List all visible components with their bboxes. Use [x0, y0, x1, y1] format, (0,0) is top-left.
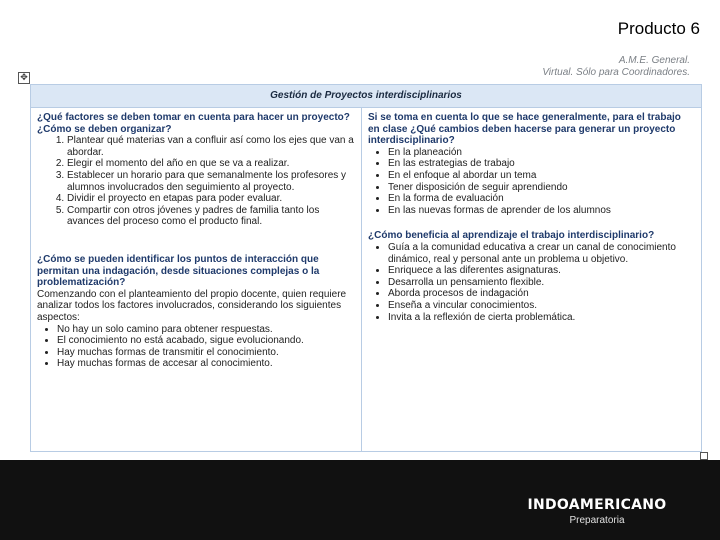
right-column	[362, 108, 701, 451]
aspects-list	[37, 324, 355, 370]
list-item: 1. Plantear qué materias van a confluir así como los ejes que van a abordar.	[67, 135, 355, 158]
resize-handle-icon[interactable]	[700, 452, 708, 460]
table-heading: Gestión de Proyectos interdisciplinarios	[31, 85, 701, 108]
subtitle-line-2: Virtual. Sólo para Coordinadores.	[542, 67, 690, 78]
subtitle-line-1: A.M.E. General.	[618, 55, 690, 66]
list-item: • Aborda procesos de indagación	[388, 288, 695, 300]
list-item: • Invita a la reflexión de cierta problemática.	[388, 312, 695, 324]
brand-subtitle: Preparatoria	[569, 515, 625, 526]
projects-table	[30, 84, 702, 452]
list-item: • En las estrategias de trabajo	[388, 158, 695, 170]
move-handle-icon[interactable]: ✥	[18, 72, 30, 84]
left-column	[31, 108, 362, 451]
changes-list	[368, 147, 695, 217]
list-item: 4. Dividir el proyecto en etapas para poder evaluar.	[67, 193, 355, 205]
list-item: 5. Compartir con otros jóvenes y padres de familia tanto los avances del proceso como el producto final.	[67, 205, 355, 228]
list-item: • En la planeación	[388, 147, 695, 159]
list-item: • Guía a la comunidad educativa a crear un canal de conocimiento dinámico, real y personal ante un problema u objetivo.	[388, 242, 695, 265]
list-item: 3. Establecer un horario para que semanalmente los profesores y alumnos involucrados den seguimiento al proyecto.	[67, 170, 355, 193]
list-item: • El conocimiento no está acabado, sigue evolucionando.	[57, 335, 355, 347]
list-item: • Hay muchas formas de accesar al conocimiento.	[57, 358, 355, 370]
list-item: • Enriquece a las diferentes asignaturas.	[388, 265, 695, 277]
list-item: • Tener disposición de seguir aprendiendo	[388, 182, 695, 194]
left-question-1: ¿Qué factores se deben tomar en cuenta para hacer un proyecto? ¿Cómo se deben organizar?	[37, 112, 350, 135]
left-question-2: ¿Cómo se pueden identificar los puntos de interacción que permitan una indagación, desde situaciones complejas o la problematización?	[37, 253, 320, 289]
steps-list	[37, 135, 355, 228]
list-item: • No hay un solo camino para obtener respuestas.	[57, 324, 355, 336]
brand-logo	[522, 497, 672, 526]
list-item: • Desarrolla un pensamiento flexible.	[388, 277, 695, 289]
left-intro: Comenzando con el planteamiento del propio docente, quien requiere analizar todos los factores involucrados, considerando los siguientes aspectos:	[37, 288, 347, 323]
header-subtitle	[542, 55, 690, 79]
right-question-2: ¿Cómo beneficia al aprendizaje el trabajo interdisciplinario?	[368, 230, 655, 242]
list-item: • En las nuevas formas de aprender de los alumnos	[388, 205, 695, 217]
slide-title: Producto 6	[617, 19, 700, 38]
right-question-1: Si se toma en cuenta lo que se hace generalmente, para el trabajo en clase ¿Qué cambios deben hacerse para generar un proyecto interdisciplinario?	[368, 112, 681, 147]
list-item: 2. Elegir el momento del año en que se va a realizar.	[67, 158, 355, 170]
list-item: • En el enfoque al abordar un tema	[388, 170, 695, 182]
list-item: • Enseña a vincular conocimientos.	[388, 300, 695, 312]
list-item: • En la forma de evaluación	[388, 193, 695, 205]
list-item: • Hay muchas formas de transmitir el conocimiento.	[57, 347, 355, 359]
brand-name: INDOAMERICANO	[527, 497, 667, 513]
benefits-list	[368, 242, 695, 323]
